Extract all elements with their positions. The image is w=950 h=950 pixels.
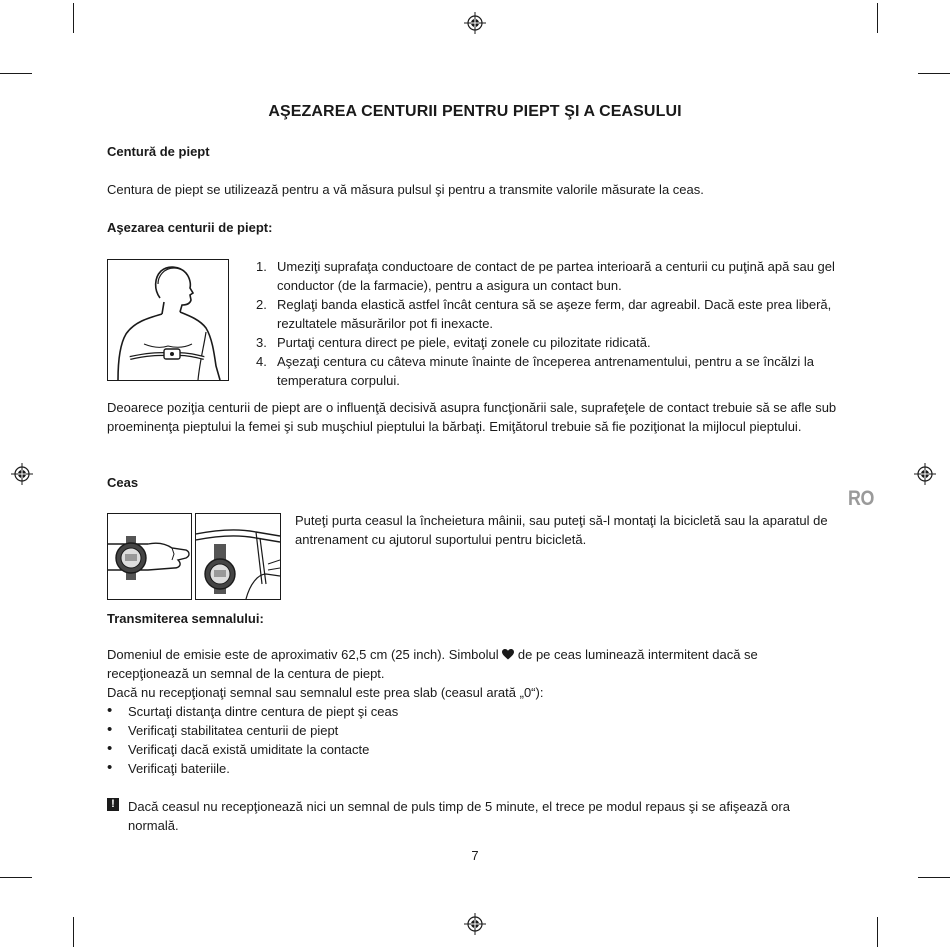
range-text-start: Domeniul de emisie este de aproximativ 62,5 cm (25 inch). Simbolul (107, 647, 499, 662)
exclamation-icon: ! (107, 798, 119, 811)
crop-mark (73, 917, 74, 947)
section-heading-belt-placement: Aşezarea centurii de piept: (107, 220, 273, 235)
list-item (250, 295, 840, 333)
bicycle-watch-illustration (195, 513, 281, 600)
no-signal-text: Dacă nu recepţionaţi semnal sau semnalul este prea slab (ceasul arată „0“): (107, 685, 544, 700)
watch-text: Puteţi purta ceasul la încheietura mâinii, sau puteţi să-l montaţi la bicicletă sau la aparatul de antrenament cu ajutorul suportului pentru bicicletă. (295, 513, 828, 547)
list-item: • Verificaţi stabilitatea centurii de piept (107, 721, 398, 740)
list-item (250, 352, 840, 390)
section-heading-watch: Ceas (107, 475, 139, 490)
step-text: Aşezaţi centura cu câteva minute înainte de începerea antrenamentului, pentru a se încălzi la temperatura corpului. (277, 354, 814, 388)
signal-range-text (107, 645, 827, 683)
crop-mark (0, 877, 32, 878)
belt-position-note: Deoarece poziţia centurii de piept are o influenţă decisivă asupra funcţionării sale, suprafeţele de contact trebuie să se afle sub proeminenţa pieptului la femei şi sub muşchiul pieptului la bărbaţi. Emiţătorul trebuie să fie poziţionat la mijlocul pieptului. (107, 400, 837, 434)
registration-mark-icon (464, 913, 486, 935)
crop-mark (918, 877, 950, 878)
crop-mark (0, 73, 32, 74)
step-number: 1. (256, 259, 267, 274)
signal-checklist (107, 702, 398, 778)
registration-mark-icon (464, 12, 486, 34)
chest-belt-illustration (107, 259, 229, 381)
heart-icon (502, 649, 514, 660)
list-item: • Scurtaţi distanţa dintre centura de piept şi ceas (107, 702, 398, 721)
crop-mark (877, 3, 878, 33)
page-title: AŞEZAREA CENTURII PENTRU PIEPT ŞI A CEASULUI (268, 103, 682, 120)
step-text: Purtaţi centura direct pe piele, evitaţi zonele cu pilozitate ridicată. (277, 335, 651, 350)
wrist-watch-illustration (107, 513, 192, 600)
step-text: Reglaţi banda elastică astfel încât centura să se aşeze ferm, dar agreabil. Dacă este prea liberă, rezultatele măsurărilor pot fi inexacte. (277, 297, 832, 331)
crop-mark (918, 73, 950, 74)
section-heading-chest-belt: Centură de piept (107, 144, 210, 159)
range-text-end: de pe ceas luminează intermitent dacă se recepţionează un semnal de la centura de piept. (107, 647, 758, 681)
crop-mark (877, 917, 878, 947)
list-item: • Verificaţi bateriile. (107, 759, 398, 778)
registration-mark-icon (11, 463, 33, 485)
list-item (250, 257, 840, 295)
page-number: 7 (471, 848, 479, 863)
step-number: 3. (256, 335, 267, 350)
belt-placement-steps (250, 257, 840, 390)
list-item (250, 333, 840, 352)
sleep-mode-warning: Dacă ceasul nu recepţionează nici un semnal de puls timp de 5 minute, el trece pe modul repaus şi se afişează ora normală. (128, 799, 790, 833)
section-heading-signal: Transmiterea semnalului: (107, 611, 264, 626)
step-number: 2. (256, 297, 267, 312)
language-tab: RO (848, 487, 874, 510)
chest-belt-intro: Centura de piept se utilizează pentru a vă măsura pulsul şi pentru a transmite valorile măsurate la ceas. (107, 182, 704, 197)
registration-mark-icon (914, 463, 936, 485)
crop-mark (73, 3, 74, 33)
step-number: 4. (256, 354, 267, 369)
step-text: Umeziţi suprafaţa conductoare de contact de pe partea interioară a centurii cu puţină apă sau gel conductor (de la farmacie), pentru a asigura un contact bun. (277, 259, 835, 293)
list-item: • Verificaţi dacă există umiditate la contacte (107, 740, 398, 759)
